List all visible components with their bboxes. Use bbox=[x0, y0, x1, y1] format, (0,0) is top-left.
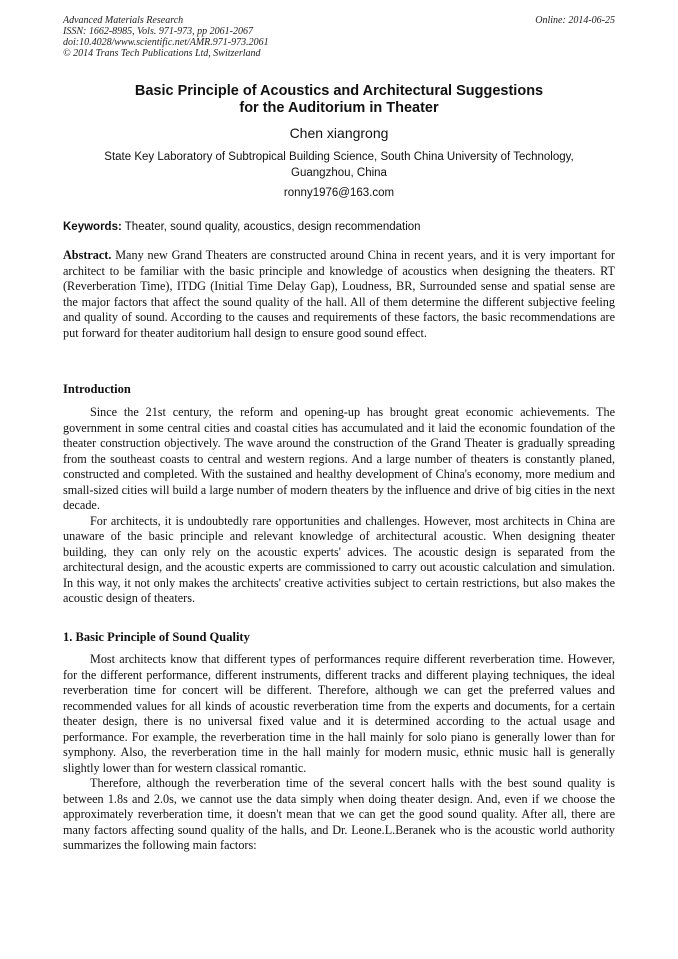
keywords bbox=[63, 219, 615, 235]
section-1-paragraph-1: Most architects know that different types of performances require different reverberation time. However, for the different performance, different instruments, different tracks and different playing techniques, the ideal reverberation time for concert will be different. Therefore, although we can get the preferred values and recommended values for all kinds of acoustic reverberation time from the experts and documents, for a certain theater design, there is no universal fixed value and it is determined according to the actual usage and performance. For example, the reverberation time in the hall mainly for solo piano is generally lower than for symphony. Also, the reverberation time in the hall mainly for modern music, ethnic music hall is generally slightly lower than for western classical romantic. bbox=[63, 652, 615, 775]
online-date: Online: 2014-06-25 bbox=[535, 15, 615, 26]
title-line-1: Basic Principle of Acoustics and Architectural Suggestions bbox=[134, 83, 544, 99]
affiliation-line-1: State Key Laboratory of Subtropical Building Science, South China University of Technology, bbox=[104, 151, 574, 163]
introduction-body bbox=[63, 405, 615, 607]
author-name: Chen xiangrong bbox=[289, 125, 389, 141]
section-1-body bbox=[63, 652, 615, 854]
copyright-line: © 2014 Trans Tech Publications Ltd, Switzerland bbox=[63, 48, 261, 59]
introduction-paragraph-1: Since the 21st century, the reform and opening-up has brought great economic achievements. The government in some central cities and coastal cities has accumulated and it laid the economic foundation of the theater construction objectively. The wave around the construction of the Grand Theater is gradually spreading from the southeast coasts to central and western regions. And a large number of theaters is constantly planed, constructed and completed. With the sustained and healthy development of China's economy, more medium and small-sized cities will build a large number of modern theaters by the influence and drive of big cities in the next decade. bbox=[63, 405, 615, 512]
abstract bbox=[63, 248, 615, 341]
keywords-label: Keywords: bbox=[63, 221, 122, 233]
author-email[interactable]: ronny1976@163.com bbox=[283, 187, 395, 199]
introduction-paragraph-2: For architects, it is undoubtedly rare opportunities and challenges. However, most architects in China are unaware of the basic principle and relevant knowledge of architectural acoustic. When designing theater building, they can only rely on the acoustic experts' advices. The acoustic design is separated from the architectural design, and the acoustic experts are commissioned to carry out acoustic calculation and simulation. In this way, it not only makes the architects' creative activities subject to certain restrictions, but also makes the acoustic design of theaters. bbox=[63, 513, 615, 605]
section-1-paragraph-2: Therefore, although the reverberation time of the several concert halls with the best sound quality is between 1.8s and 2.0s, we cannot use the data simply when doing theater design. And, even if we choose the approximately reverberation time, it doesn't mean that we can get the good sound quality. After all, there are many factors affecting sound quality of the halls, and Dr. Leone.L.Beranek who is the acoustic world authority summarizes the following main factors: bbox=[63, 776, 615, 852]
abstract-text: Many new Grand Theaters are constructed around China in recent years, and it is very important for architect to be familiar with the basic principle and knowledge of acoustics when designing the theaters. RT (Reverberation Time), ITDG (Initial Time Delay Gap), Loudness, BR, Surrounded sense and spatial sense are the major factors that affect the sound quality of the hall. All of them determine the different subjective feeling and quality of sound. According to the causes and requirements of these factors, the basic recommendations are put forward for theater auditorium hall design to ensure good sound effect. bbox=[63, 248, 615, 340]
paper-title bbox=[63, 83, 615, 117]
section-1-heading: 1. Basic Principle of Sound Quality bbox=[63, 630, 250, 644]
introduction-heading: Introduction bbox=[63, 382, 131, 396]
title-line-2: for the Auditorium in Theater bbox=[239, 100, 439, 116]
abstract-label: Abstract. bbox=[63, 248, 112, 262]
doi-line: doi:10.4028/www.scientific.net/AMR.971-973.2061 bbox=[63, 37, 269, 48]
affiliation-line-2: Guangzhou, China bbox=[291, 167, 387, 179]
journal-header bbox=[63, 15, 615, 59]
issn-line: ISSN: 1662-8985, Vols. 971-973, pp 2061-2067 bbox=[63, 26, 253, 37]
affiliation bbox=[63, 149, 615, 181]
journal-name: Advanced Materials Research bbox=[63, 15, 184, 26]
keywords-text: Theater, sound quality, acoustics, design recommendation bbox=[121, 221, 421, 233]
